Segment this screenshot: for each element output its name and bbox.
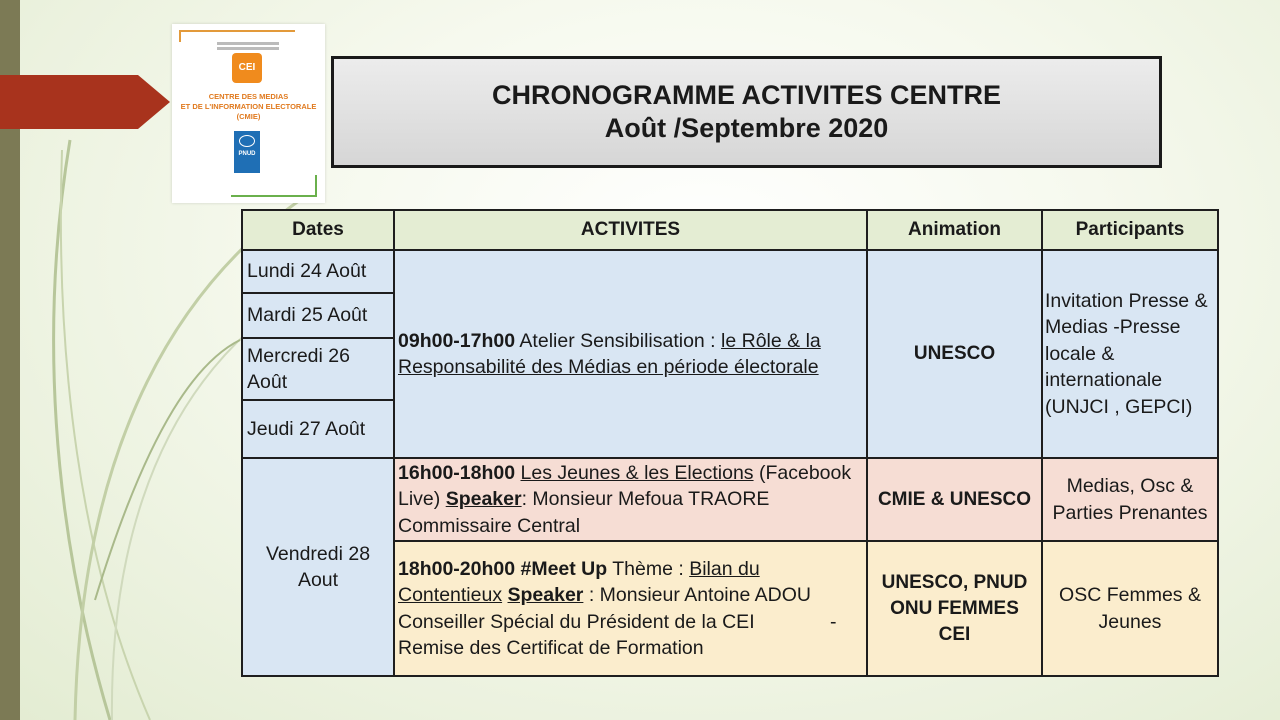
date-cell: Mardi 25 Août xyxy=(242,293,394,338)
activity-topic: Les Jeunes & les Elections xyxy=(520,461,754,484)
activity-format: (Facebook Live) xyxy=(398,461,852,511)
undp-logo xyxy=(234,131,260,173)
speaker-label: Speaker xyxy=(445,488,522,511)
speaker-name: : Monsieur Antoine ADOU Conseiller Spécial du Président de la CEI xyxy=(398,584,812,633)
animation-line: ONU FEMMES xyxy=(890,597,1019,619)
activity-time: 16h00-18h00 xyxy=(398,461,516,484)
page-subtitle: Août /Septembre 2020 xyxy=(604,113,889,143)
un-globe-icon xyxy=(239,135,255,147)
participants-cell: Invitation Presse & Medias -Presse locale & internationale (UNJCI , GEPCI) xyxy=(1042,250,1218,458)
undp-text: PNUD xyxy=(238,151,256,157)
header-participants: Participants xyxy=(1042,210,1218,250)
theme-label: Thème : xyxy=(612,557,684,580)
header-animation: Animation xyxy=(867,210,1042,250)
animation-cell: UNESCO xyxy=(867,250,1042,458)
logo-title xyxy=(178,92,319,122)
participants-cell: Medias, Osc & Parties Prenantes xyxy=(1042,458,1218,541)
animation-cell xyxy=(867,541,1042,676)
date-cell: Lundi 24 Août xyxy=(242,250,394,293)
animation-line: CEI xyxy=(938,623,971,645)
red-arrow-shape xyxy=(0,75,170,129)
table-row xyxy=(242,458,1218,541)
logo-tiny-line xyxy=(217,47,279,50)
schedule-table-wrapper xyxy=(241,209,1219,677)
page-title-box xyxy=(331,56,1162,168)
activity-extra: - Remise des Certificat de Formation xyxy=(398,610,837,659)
logo-tiny-line xyxy=(217,42,279,45)
activity-cell-meetup xyxy=(394,541,867,676)
logo-line-1: CENTRE DES MEDIAS xyxy=(208,92,289,101)
schedule-table xyxy=(241,209,1219,677)
logo-frame-bottom xyxy=(231,175,317,197)
activity-time: 09h00-17h00 xyxy=(398,329,516,352)
page-title: CHRONOGRAMME ACTIVITES CENTRE xyxy=(491,80,1001,110)
activity-label: Atelier Sensibilisation : xyxy=(519,329,716,352)
header-dates: Dates xyxy=(242,210,394,250)
animation-line: UNESCO, PNUD xyxy=(881,571,1028,593)
activity-time: 18h00-20h00 #Meet Up xyxy=(398,557,608,580)
table-header-row xyxy=(242,210,1218,250)
logo-frame-top xyxy=(179,30,295,42)
animation-cell: CMIE & UNESCO xyxy=(867,458,1042,541)
date-cell: Mercredi 26 Août xyxy=(242,338,394,400)
activity-cell-workshop xyxy=(394,250,867,458)
date-cell: Jeudi 27 Août xyxy=(242,400,394,458)
table-row xyxy=(242,250,1218,293)
cei-badge-icon: CEI xyxy=(232,53,262,83)
date-cell: Vendredi 28 Aout xyxy=(242,458,394,676)
participants-cell: OSC Femmes & Jeunes xyxy=(1042,541,1218,676)
activity-topic: le Rôle & la Responsabilité des Médias en période électorale xyxy=(398,329,821,378)
header-activites: ACTIVITES xyxy=(394,210,867,250)
speaker-label: Speaker xyxy=(507,584,584,606)
cmie-logo xyxy=(172,24,325,203)
logo-line-2: ET DE L'INFORMATION ELECTORALE xyxy=(180,102,317,111)
activity-cell-youth xyxy=(394,458,867,541)
speaker-name: : Monsieur Mefoua TRAORE Commissaire Central xyxy=(398,488,770,537)
logo-line-3: (CMIE) xyxy=(236,112,261,121)
activity-topic: Bilan du Contentieux xyxy=(398,557,760,606)
